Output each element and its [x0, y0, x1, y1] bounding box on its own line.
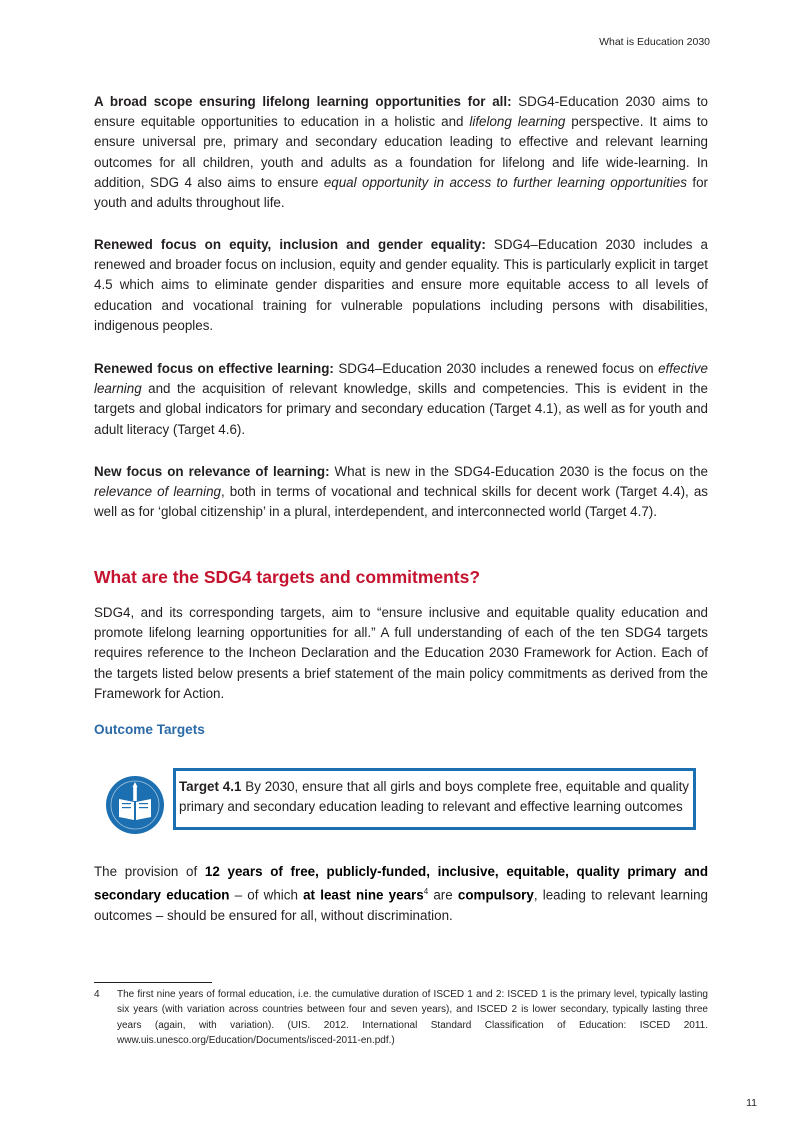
provision-paragraph: The provision of 12 years of free, publicly-funded, inclusive, equitable, quality primary and secondary education – of which at least nine years$^4$ are compulsory, leading to relevant learning outcomes – should be ensured for all, without discrimination.: [94, 864, 708, 923]
paragraph-effective-learning: Renewed focus on effective learning: SDG4–Education 2030 includes a renewed focus on effective learning and the acquisition of relevant knowledge, skills and competencies. This is evident in the targets and global indicators for primary and secondary education (Target 4.1), as well as for youth and adult literacy (Target 4.6).: [94, 361, 708, 437]
paragraph-lead: A broad scope ensuring lifelong learning opportunities for all:: [94, 94, 512, 109]
paragraph-broad-scope: A broad scope ensuring lifelong learning opportunities for all: SDG4-Education 2030 aims to ensure equitable opportunities to education in a holistic and lifelong learning perspective. It aims to ensure universal pre, primary and secondary education leading to effective and relevant learning outcomes for all children, youth and adults as a foundation for lifelong and life wide-learning. In addition, SDG 4 also aims to ensure equal opportunity in access to further learning opportunities for youth and adults throughout life.: [94, 94, 709, 211]
footnote-text: The first nine years of formal education, i.e. the cumulative duration of ISCED 1 and 2: ISCED 1 is the primary level, typically lasting six years (with variation across countries between four and seven years), and ISCED 2 is lower secondary, typically lasting three years (again, with variation). (UIS. 2012. International Standard Classification of Education: ISCED 2011. www.uis.unesco.org/Education/Documents/isced-2011-en.pdf.): [117, 989, 708, 1046]
running-header: What is Education 2030: [599, 36, 710, 48]
footnote-number: 4: [94, 989, 100, 1000]
paragraph-lead: Renewed focus on equity, inclusion and gender equality:: [94, 237, 486, 252]
target-label: Target 4.1: [179, 779, 242, 794]
paragraph-lead: Renewed focus on effective learning:: [94, 361, 334, 376]
paragraph-relevance: New focus on relevance of learning: What is new in the SDG4-Education 2030 is the focus on the relevance of learning, both in terms of vocational and technical skills for decent work (Target 4.4), as well as for ‘global citizenship’ in a plural, interdependent, and interconnected world (Target 4.7).: [94, 464, 708, 520]
paragraph-equity: Renewed focus on equity, inclusion and gender equality: SDG4–Education 2030 includes a renewed and broader focus on inclusion, equity and gender equality. This is particularly explicit in target 4.5 which aims to eliminate gender disparities and ensure more equitable access to all levels of education and vocational training for vulnerable populations including persons with disabilities, indigenous peoples.: [94, 237, 708, 333]
footnote: [94, 987, 708, 1048]
paragraph-lead: New focus on relevance of learning:: [94, 464, 330, 479]
open-book-icon: [105, 775, 165, 835]
target-text: By 2030, ensure that all girls and boys complete free, equitable and quality primary and secondary education leading to relevant and effective learning outcomes: [179, 779, 690, 814]
section-heading: What are the SDG4 targets and commitments?: [94, 567, 481, 587]
footnote-ref: 4: [423, 887, 429, 897]
page-number: 11: [746, 1097, 757, 1109]
footnote-divider: [94, 982, 212, 983]
target-4-1-box: [173, 768, 696, 830]
outcome-targets-heading: Outcome Targets: [94, 722, 205, 737]
section-intro: SDG4, and its corresponding targets, aim to “ensure inclusive and equitable quality education and promote lifelong learning opportunities for all.” A full understanding of each of the ten SDG4 targets requires reference to the Incheon Declaration and the Education 2030 Framework for Action. Each of the targets listed below presents a brief statement of the main policy commitments as derived from the Framework for Action.: [94, 605, 708, 701]
